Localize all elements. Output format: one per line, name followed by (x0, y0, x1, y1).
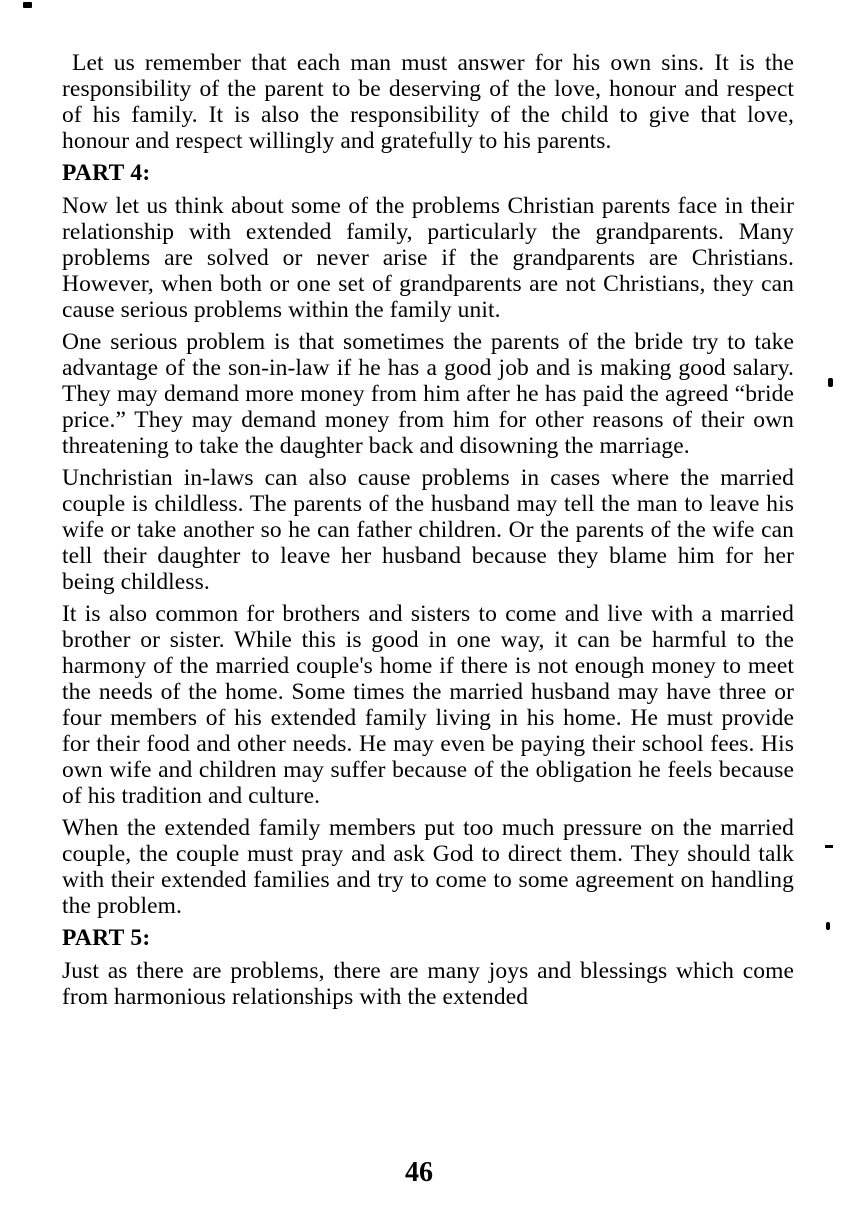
paragraph-relatives-living-in-home: It is also common for brothers and sisters to come and live with a married brother or sister. While this is good in one way, it can be harmful to the harmony of the married couple's home if there is not enough money to meet the needs of the home. Some times the married husband may have three or four members of his extended family living in his home. He must provide for their food and other needs. He may even be paying their school fees. His own wife and children may suffer because of the obligation he feels because of his tradition and culture. (62, 601, 794, 809)
section-heading-part-4: PART 4: (62, 160, 151, 186)
scan-artifact-top-left (23, 2, 32, 8)
scan-artifact-right-margin-1 (828, 378, 833, 387)
paragraph-pray-and-agree: When the extended family members put too much pressure on the married couple, the couple must pray and ask God to direct them. They should talk with their extended families and try to come to some agreement on handling the problem. (62, 815, 794, 919)
page-text-block (62, 50, 794, 1016)
paragraph-answer-for-own-sins: Let us remember that each man must answer for his own sins. It is the responsibility of the parent to be deserving of the love, honour and respect of his family. It is also the responsibility of the child to give that love, honour and respect willingly and gratefully to his parents. (62, 50, 794, 154)
paragraph-joys-and-blessings: Just as there are problems, there are many joys and blessings which come from harmonious relationships with the extended (62, 958, 794, 1010)
page-number: 46 (405, 1157, 433, 1188)
scan-artifact-right-margin-3 (826, 922, 830, 930)
section-heading-part-5: PART 5: (62, 925, 151, 951)
paragraph-childless-couple: Unchristian in-laws can also cause problems in cases where the married couple is childless. The parents of the husband may tell the man to leave his wife or take another so he can father children. Or the parents of the wife can tell their daughter to leave her husband because they blame him for her being childless. (62, 465, 794, 595)
scan-artifact-right-margin-2 (825, 845, 833, 848)
paragraph-bride-price-demands: One serious problem is that sometimes the parents of the bride try to take advantage of the son-in-law if he has a good job and is making good salary. They may demand more money from him after he has paid the agreed “bride price.” They may demand money from him for other reasons of their own threatening to take the daughter back and disowning the marriage. (62, 329, 794, 459)
paragraph-problems-with-grandparents: Now let us think about some of the problems Christian parents face in their relationship with extended family, particularly the grandparents. Many problems are solved or never arise if the grandparents are Christians. However, when both or one set of grandparents are not Christians, they can cause serious problems within the family unit. (62, 193, 794, 323)
